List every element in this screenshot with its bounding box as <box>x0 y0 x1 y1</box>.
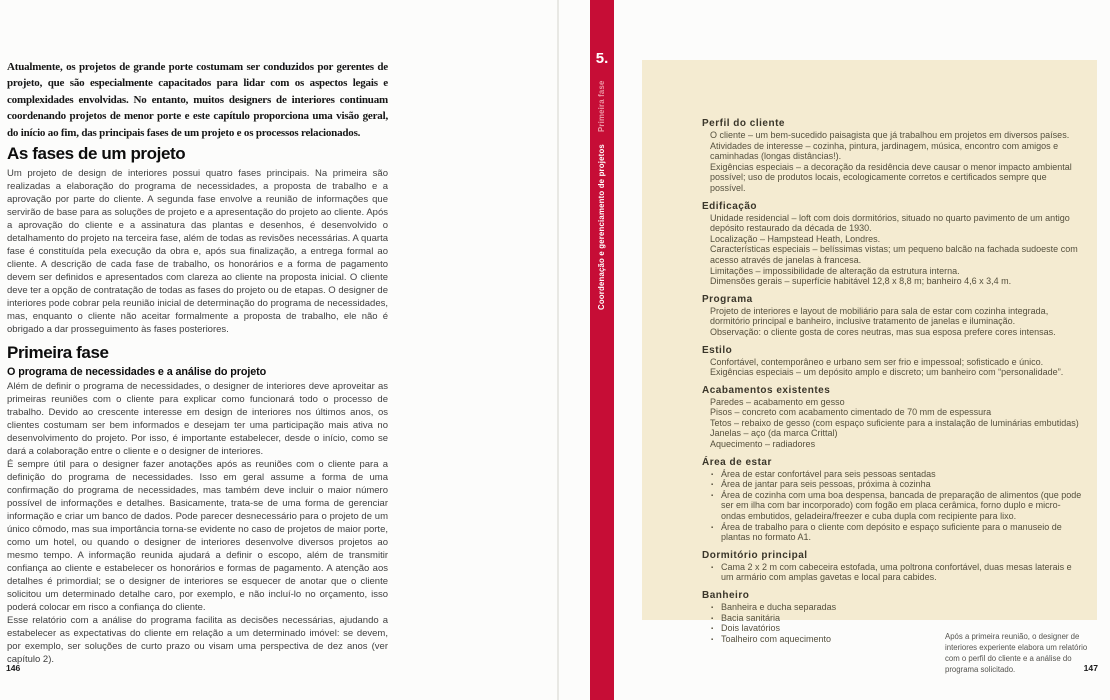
case-bullet-item: ▪ Área de estar confortável para seis pessoas sentadas <box>702 469 1084 480</box>
case-bullet-item: ▪ Área de cozinha com uma boa despensa, bancada de preparação de alimentos (que pode ser em ilha com bar incorporado) com fogão em placa cerâmica, forno duplo e micro-ondas embutidos, geladeira/freezer e cuba dupla com recipiente para lixo. <box>702 490 1084 522</box>
chapter-number: 5. <box>595 50 609 67</box>
case-item: Limitações – impossibilidade de alteração da estrutura interna. <box>710 265 960 276</box>
case-item: Dimensões gerais – superfície habitável 12,8 x 8,8 m; banheiro 4,6 x 3,4 m. <box>710 276 1012 287</box>
page-number-right: 147 <box>1083 663 1098 673</box>
case-section-heading: Edificação <box>702 200 758 212</box>
left-paragraph: É sempre útil para o designer fazer anotações após as reuniões com o cliente para a definição do programa de necessidades. Isso em geral assume a forma de uma confirmação do programa de necessidades, mas também deve incluir o maior número possível de informações e detalhes. Basicamente, trata-se de uma forma de gerenciar informação e criar um banco de dados. Pode parecer desnecessário para o projeto de um único cômodo, mas sua importância torna-se evidente no caso de projetos de maior porte, como um hotel, ou quando o designer de interiores desenvolve diversos projetos ao mesmo tempo. A informação reunida ajudará a definir o escopo, além de transmitir confiança ao cliente e estabelecer os honorários e formas de pagamento. A atenção aos detalhes é primordial; se o designer de interiores se esquecer de anotar que o cliente solicitou um determinado detalhe caro, por exemplo, e não incluí-lo no orçamento, isso poderá colocar em risco a confiança do cliente. <box>7 458 388 613</box>
case-section-heading: Dormitório principal <box>702 549 808 561</box>
case-bullet-item: ▪ Bacia sanitária <box>702 613 1084 624</box>
case-item: Tetos – rebaixo de gesso (com espaço suficiente para a instalação de luminárias embutidas) <box>710 417 1079 428</box>
case-section-heading: Perfil do cliente <box>702 118 785 129</box>
intro-paragraph: Atualmente, os projetos de grande porte costumam ser conduzidos por gerentes de projeto, que são especialmente capacitados para lidar com os aspectos legais e complexidades envolvidas. No entanto, muitos designers de interiores continuam coordenando projetos de menor porte e este capítulo proporciona uma visão geral, do início ao fim, das principais fases de um projeto e os processos relacionados. <box>7 61 388 139</box>
left-section-heading: Primeira fase <box>7 342 109 362</box>
case-item: Exigências especiais – um depósito amplo e discreto; um banheiro com “personalidade”. <box>710 367 1064 378</box>
case-item: O cliente – um bem-sucedido paisagista que já trabalhou em projetos em diversos países. <box>710 130 1070 140</box>
left-paragraph: Além de definir o programa de necessidades, o designer de interiores deve aproveitar as primeiras reuniões com o cliente para explicar como funcionará todo o processo de trabalho. Devido ao crescente interesse em design de interiores nos últimos anos, os clientes costumam ser bem informados e desejam ter uma participação mais ativa no desenvolvimento do projeto. Por isso, é importante estabelecer, desde o início, como se dará a colaboração entre o cliente e o designer de interiores. <box>7 380 388 457</box>
chapter-section-text: Primeira fase <box>597 80 606 133</box>
case-item: Exigências especiais – a decoração da residência deve causar o menor impacto ambiental possível; uso de produtos locais, ecologicamente corretos e certificados sempre que possível. <box>710 161 1072 193</box>
case-study-panel <box>642 60 1097 644</box>
case-section-heading: Estilo <box>702 344 733 356</box>
case-bullet-item: ▪ Área de trabalho para o cliente com depósito e espaço suficiente para o manuseio de plantas no formato A1. <box>702 522 1084 543</box>
margin-caption: Após a primeira reunião, o designer de interiores experiente elabora um relatório com o perfil do cliente e a análise do programa solicitado. <box>945 632 1088 674</box>
chapter-vertical-title <box>597 80 606 310</box>
left-paragraph: Esse relatório com a análise do programa facilita as decisões necessárias, ajudando a estabelecer as expectativas do cliente em relação a um determinado imóvel: se devem, por exemplo, ser soluções de curto prazo ou visam uma perspectiva de dez anos (ver capítulo 2). <box>7 614 388 665</box>
left-page-text-column <box>7 59 388 666</box>
left-section-subheading: O programa de necessidades e a análise do projeto <box>7 365 267 378</box>
left-sections <box>7 145 388 666</box>
case-item: Confortável, contemporâneo e urbano sem ser frio e impessoal; sofisticado e único. <box>710 356 1044 367</box>
case-item: Localização – Hampstead Heath, Londres. <box>710 233 881 244</box>
case-bullet-item: ▪ Dois lavatórios <box>702 623 1084 634</box>
chapter-title-text: Coordenação e gerenciamento de projetos <box>597 144 606 310</box>
page-fold-divider <box>557 0 559 700</box>
case-bullet-item: ▪ Toalheiro com aquecimento <box>702 634 1084 645</box>
left-paragraph: Um projeto de design de interiores possui quatro fases principais. Na primeira são realizadas a elaboração do programa de necessidades, a proposta de trabalho e a aprovação por parte do cliente. A segunda fase envolve a reunião de informações que servirão de base para as soluções de projeto e a apresentação do projeto ao cliente. Após a aprovação do cliente e a assinatura das plantas e desenhos, é desenvolvido o detalhamento do projeto na terceira fase, além de todas as revisões necessárias. A quarta fase é constituída pela execução da obra e, após sua finalização, a entrega formal ao cliente. A descrição de cada fase de trabalho, os honorários e a forma de pagamento devem ser definidos e apresentados com clareza ao cliente na proposta inicial. O cliente deve ter a opção de contratação de todas as fases do projeto ou de etapas. O designer de interiores pode cobrar pela reunião inicial de determinação do programa de necessidades, mas, enquanto o cliente não aceitar formalmente a proposta de trabalho, ele não é obrigado a dar prosseguimento às fases posteriores. <box>7 167 388 335</box>
case-item: Janelas – aço (da marca Crittal) <box>710 428 838 439</box>
case-item: Unidade residencial – loft com dois dormitórios, situado no quarto pavimento de um antigo depósito restaurado da década de 1930. <box>710 212 1070 234</box>
case-bullet-item: ▪ Cama 2 x 2 m com cabeceira estofada, uma poltrona confortável, duas mesas laterais e um armário com amplas gavetas e local para cabides. <box>702 562 1084 583</box>
case-bullet-item: ▪ Banheira e ducha separadas <box>702 602 1084 613</box>
case-section-heading: Acabamentos existentes <box>702 384 831 396</box>
case-section-heading: Banheiro <box>702 590 750 601</box>
case-section-heading: Área de estar <box>702 456 772 468</box>
case-item: Características especiais – belíssimas vistas; um pequeno balcão na fachada sudoeste com acesso através de janelas à francesa. <box>710 244 1078 265</box>
page-number-left: 146 <box>6 663 21 673</box>
case-sections <box>702 118 1084 644</box>
case-item: Paredes – acabamento em gesso <box>710 396 845 407</box>
case-item: Atividades de interesse – cozinha, pintura, jardinagem, música, encontro com amigos e caminhadas (longas distâncias!). <box>710 140 1059 162</box>
case-bullet-item: ▪ Área de jantar para seis pessoas, próxima à cozinha <box>702 479 1084 490</box>
case-section-heading: Programa <box>702 293 753 305</box>
case-item: Pisos – concreto com acabamento cimentado de 70 mm de espessura <box>710 407 992 418</box>
case-item: Projeto de interiores e layout de mobiliário para sala de estar com cozinha integrada, dormitório principal e banheiro, inclusive tratamento de janelas e iluminação. <box>710 305 1049 327</box>
case-item: Aquecimento – radiadores <box>710 439 816 450</box>
left-section-heading: As fases de um projeto <box>7 144 186 164</box>
case-item: Observação: o cliente gosta de cores neutras, mas sua esposa prefere cores intensas. <box>710 326 1056 337</box>
